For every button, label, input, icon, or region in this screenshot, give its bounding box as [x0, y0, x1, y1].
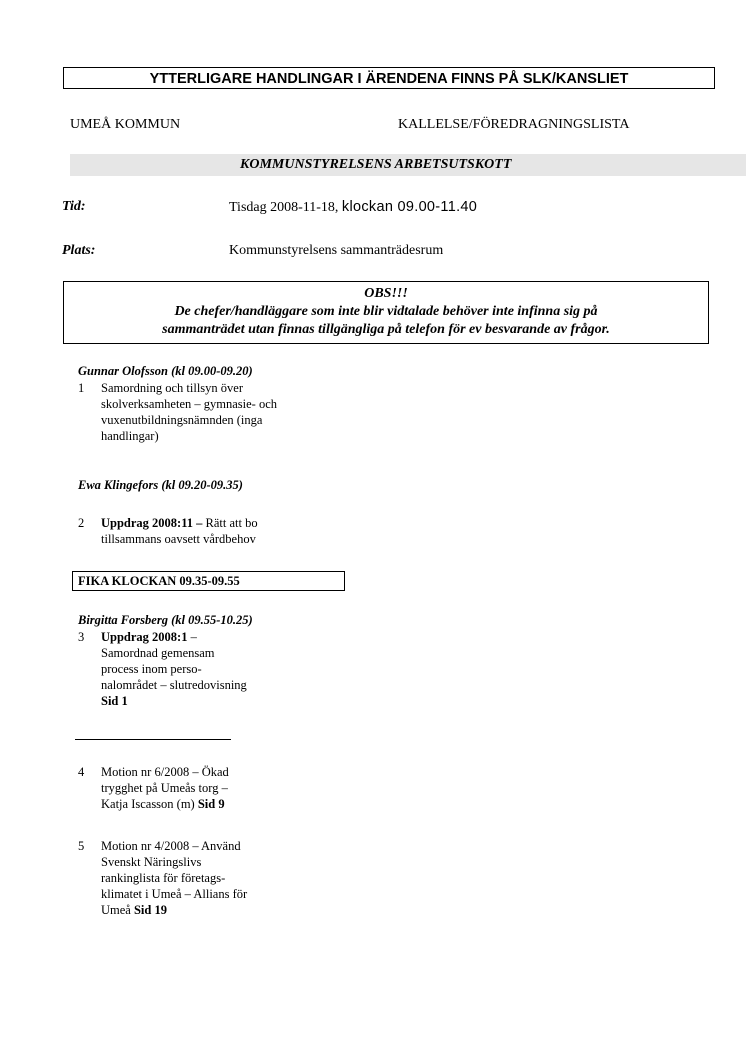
speaker-ewa: Ewa Klingefors (kl 09.20-09.35)	[78, 478, 243, 492]
page-reference: Sid 19	[133, 903, 167, 917]
agenda-item-2	[78, 515, 338, 549]
notice-line-2: sammanträdet utan finnas tillgängliga på telefon för ev besvarande av frågor.	[162, 322, 610, 337]
item-line	[101, 796, 331, 812]
item-line: rankinglista för företags-	[101, 871, 226, 885]
item-line	[101, 629, 331, 645]
item-number: 3	[78, 630, 85, 644]
item-reference: Uppdrag 2008:11 –	[101, 516, 203, 530]
item-line: Samordnad gemensam	[101, 646, 215, 660]
item-line: Samordning och tillsyn över	[101, 381, 243, 395]
agenda-item-4	[78, 764, 338, 816]
item-line	[101, 515, 331, 531]
item-text: Rätt att bo	[202, 516, 258, 530]
notice-title: OBS!!!	[364, 286, 408, 301]
item-text: Umeå	[101, 903, 134, 917]
item-line	[101, 902, 331, 918]
item-line: nalområdet – slutredovisning	[101, 678, 247, 692]
speaker-gunnar: Gunnar Olofsson (kl 09.00-09.20)	[78, 364, 253, 378]
notice-box	[63, 281, 709, 344]
item-line: tillsammans oavsett vårdbehov	[101, 532, 256, 546]
meeting-date: Tisdag 2008-11-18,	[229, 200, 342, 215]
item-reference: Uppdrag 2008:1	[101, 630, 188, 644]
item-number: 1	[78, 381, 85, 395]
item-line: klimatet i Umeå – Allians för	[101, 887, 248, 901]
time-value	[229, 199, 477, 216]
speaker-birgitta: Birgitta Forsberg (kl 09.55-10.25)	[78, 613, 253, 627]
meeting-clock: klockan 09.00-11.40	[341, 199, 478, 215]
item-number: 2	[78, 516, 85, 530]
item-line: handlingar)	[101, 429, 159, 443]
item-line: process inom perso-	[101, 662, 202, 676]
time-label: Tid:	[62, 199, 86, 214]
divider-line	[75, 739, 231, 740]
item-number: 4	[78, 765, 85, 779]
item-line: Motion nr 4/2008 – Använd	[101, 839, 241, 853]
item-text: –	[187, 630, 197, 644]
coffee-break-box: FIKA KLOCKAN 09.35-09.55	[72, 571, 345, 591]
agenda-item-3	[78, 629, 338, 715]
notice-line-1: De chefer/handläggare som inte blir vidtalade behöver inte infinna sig på	[174, 304, 598, 319]
committee-title: KOMMUNSTYRELSENS ARBETSUTSKOTT	[240, 157, 512, 172]
item-line: Motion nr 6/2008 – Ökad	[101, 765, 229, 779]
item-line: vuxenutbildningsnämnden (inga	[101, 413, 263, 427]
item-line: skolverksamheten – gymnasie- och	[101, 397, 277, 411]
agenda-item-5	[78, 838, 338, 922]
item-number: 5	[78, 839, 85, 853]
place-label: Plats:	[62, 243, 96, 258]
item-text: Katja Iscasson (m)	[101, 797, 198, 811]
agenda-item-1	[78, 380, 338, 450]
additional-documents-banner: YTTERLIGARE HANDLINGAR I ÄRENDENA FINNS PÅ SLK/KANSLIET	[63, 67, 715, 89]
committee-band	[70, 154, 746, 176]
organization-name: UMEÅ KOMMUN	[70, 117, 181, 132]
page-reference: Sid 9	[197, 797, 225, 811]
item-line: trygghet på Umeås torg –	[101, 781, 228, 795]
place-value: Kommunstyrelsens sammanträdesrum	[229, 243, 444, 258]
document-type: KALLELSE/FÖREDRAGNINGSLISTA	[398, 117, 630, 132]
page-reference: Sid 1	[101, 694, 128, 708]
item-line: Svenskt Näringslivs	[101, 855, 202, 869]
